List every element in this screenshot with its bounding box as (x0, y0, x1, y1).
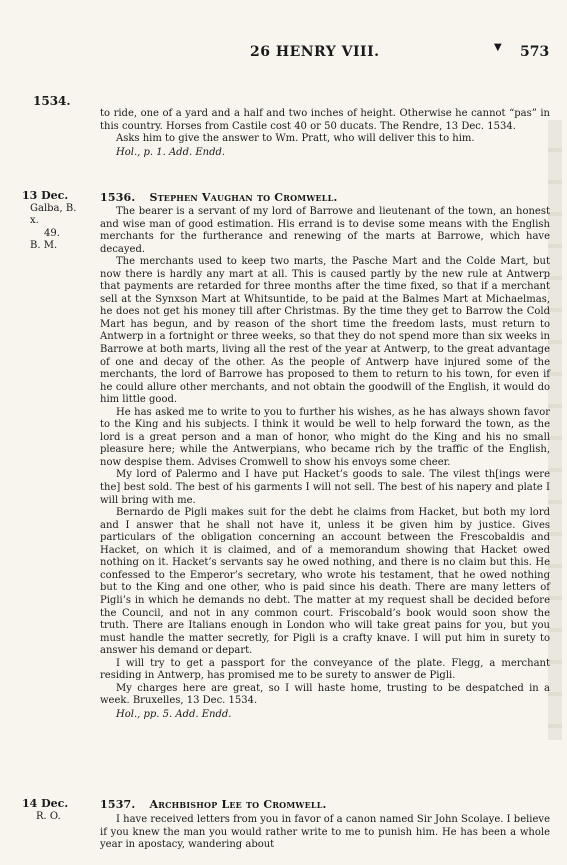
continuation-notes: Hol., p. 1. Add. Endd. (116, 146, 226, 158)
entry-1536-ref: 49. (44, 227, 60, 239)
entry-1536-paragraph: Bernardo de Pigli makes suit for the debt he claims from Hacket, but both my lord and I answer that he shall not have it, unless it be given him by justice. Gives particulars of the obligation concerning an account between the Frescobaldis and Hacket, on which it is claimed, and of a memorandum showing that Hacket owed nothing on it. Hacket’s servants say he owed nothing, and there is no claim but this. He confessed to the Emperor’s secretary, who wrote his testament, that he owed nothing but to the King and one other, who is paid since his death. There are many letters of Pigli’s in which he demands no debt. The matter at my request shall be decided before the Council, and not in any common court. Friscobald’s book would soon show the truth. There are Italians enough in London who will take great pains for you, but you must handle the matter secretly, for Pigli is a crafty knave. I will put him in surety to answer his demand or depart. (100, 507, 550, 657)
continuation-block (100, 108, 550, 159)
entry-1536-title: Stephen Vaughan to Cromwell. (149, 191, 338, 204)
entry-1537-heading (100, 798, 327, 811)
entry-1536-ref: B. M. (30, 240, 58, 251)
library-stamp-strip (548, 120, 562, 740)
entry-1536-paragraph: My lord of Palermo and I have put Hacket’s goods to sale. The vilest th[ings were the] best sold. The best of his garments I will not sell. The best of his napery and plate I will bring with me. (100, 469, 550, 506)
entry-1536-paragraph: He has asked me to write to you to further his wishes, as he has always shown favor to the King and his subjects. I think it would be well to help forward the town, as the lord is a great person and a man of honor, who might do the King and his no small pleasure here; while the Antwerpians, who became rich by the traffic of the English, now despise them. Advises Cromwell to show his envoys some cheer. (100, 406, 550, 468)
entry-1537-title: Archbishop Lee to Cromwell. (149, 798, 327, 811)
entry-1537-date: 14 Dec. (22, 797, 69, 810)
running-title: 26 HENRY VIII. (250, 44, 380, 60)
entry-1536-paragraph: The bearer is a servant of my lord of Barrowe and lieutenant of the town, an honest and wise man of good estimation. His errand is to devise some means with the English merchants for the furtherance and renewing of the marts at Barrowe, which have decayed. (100, 206, 550, 255)
entry-1536-number: 1536. (100, 191, 136, 204)
entry-1536-body (100, 206, 550, 721)
page-number: 573 (520, 44, 550, 60)
entry-1536-paragraph: The merchants used to keep two marts, the Pasche Mart and the Colde Mart, but now there is hardly any mart at all. This is caused partly by the new rule at Antwerp that payments are retarded for three months after the time fixed, so that if a merchant sell at the Synxson Mart at Whitsuntide, to be paid at the Balmes Mart at Michaelmas, he does not get his money till after Christmas. By the time they get to Barrow the Cold Mart has begun, and by reason of the short time the freedom lasts, must return to Antwerp in a fortnight or three weeks, so that they do not spend more than six weeks in Barrowe at both marts, living all the rest of the year at Antwerp, to the great advantage of one and decay of the other. As the people of Antwerp have injured some of the merchants, the lord of Barrowe has proposed to them to return to his town, for even if he could allure other merchants, and not obtain the goodwill of the English, it would do him little good. (100, 256, 550, 406)
margin-year: 1534. (33, 94, 71, 108)
continuation-text: to ride, one of a yard and a half and two inches of height. Otherwise he cannot “pas” in this country. Horses from Castile cost 40 or 50 ducats. The Rendre, 13 Dec. 1534. (100, 108, 550, 132)
continuation-ask: Asks him to give the answer to Wm. Pratt, who will deliver this to him. (116, 133, 475, 145)
entry-1537-paragraph: I have received letters from you in favor of a canon named Sir John Scolaye. I believe if you knew the man you would rather write to me to punish him. He has been a whole year in apostacy, wandering about (100, 814, 550, 851)
entry-1537-ref: R. O. (36, 810, 61, 822)
entry-1536-notes: Hol., pp. 5. Add. Endd. (116, 708, 232, 720)
entry-1537-number: 1537. (100, 798, 136, 811)
entry-1536-heading (100, 191, 338, 204)
entry-1536-paragraph: I will try to get a passport for the conveyance of the plate. Flegg, a merchant residing in Antwerp, has promised me to be surety to answer de Pigli. (100, 657, 550, 682)
entry-1536-date: 13 Dec. (22, 189, 69, 202)
entry-1536-paragraph: My charges here are great, so I will haste home, trusting to be despatched in a week. Bruxelles, 13 Dec. 1534. (100, 682, 550, 707)
entry-1537-sidebar (22, 798, 82, 823)
entry-1536-sidebar (22, 190, 82, 253)
entry-1536-ref: Galba, B. x. (30, 202, 77, 226)
entry-1537-body (100, 814, 550, 852)
page-mark: ▼ (494, 42, 502, 53)
